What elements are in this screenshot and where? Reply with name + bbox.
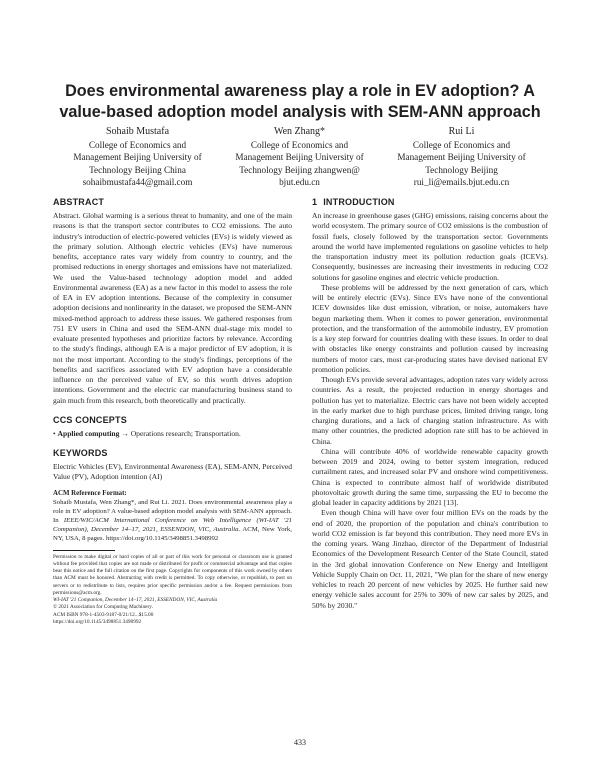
doi-link[interactable]: https://doi.org/10.1145/3498851.3498992 bbox=[53, 618, 142, 625]
author-email: bjut.edu.cn bbox=[279, 176, 320, 187]
author-name: Wen Zhang* bbox=[273, 126, 326, 137]
author-affiliation: Technology Beijing bbox=[425, 164, 498, 175]
author-email: rui_li@emails.bjut.edu.cn bbox=[413, 176, 510, 187]
author-affiliation: Management Beijing University of bbox=[235, 152, 364, 163]
keywords-text: Electric Vehicles (EV), Environmental Awareness (EA), SEM-ANN, Perceived Value (PV), Adoption intention (AI) bbox=[53, 462, 292, 482]
section-title: INTRODUCTION bbox=[323, 197, 395, 207]
bullet-icon: • bbox=[53, 428, 56, 438]
acm-reference-venue: IEEE/WIC/ACM International Conference on Web Intelligence (WI-IAT '21 Companion), December 14–17, 2021, ESSENDON, VIC, Australia. bbox=[53, 516, 292, 533]
intro-paragraph: China will contribute 40% of worldwide renewable capacity growth between 2019 and 2024, owing to better system integration, reduced curtailment rates, and increased solar PV and onshore wind competitiveness. China is expected to contribute almost half of worldwide distributed photovoltaic growth during the same time, surpassing the EU to become the global leader in capacity additions by 2021 [13]. bbox=[312, 446, 548, 507]
author-affiliation: College of Economics and bbox=[88, 140, 187, 151]
author-1 bbox=[56, 126, 219, 188]
ccs-concepts bbox=[53, 429, 292, 439]
author-name: Rui Li bbox=[448, 126, 475, 137]
acm-reference-tail: ACM, New York, NY, USA, 8 pages. https://doi.org/10.1145/3498851.3498992 bbox=[53, 525, 292, 542]
intro-paragraph: An increase in greenhouse gases (GHG) emissions, raising concerns about the world ecosystem. The primary source of CO2 emissions is the combustion of fossil fuels, closely followed by the transportation sector. Governments around the world have implemented regulations on gasoline vehicles to help the transportation industry meet its pollution reduction goals (ICEVs). Consequently, businesses are increasing their investments in reducing CO2 solutions for gasoline engines and electric vehicle production. bbox=[312, 211, 548, 282]
author-block bbox=[56, 126, 544, 188]
section-heading-introduction bbox=[312, 196, 548, 208]
acm-reference-text: Sohaib Mustafa, Wen Zhang*, and Rui Li. 2021. Does environmental awareness play a role in EV adoption? A value-based adoption model analysis with SEM-ANN approach. In bbox=[53, 498, 292, 524]
footnote-divider bbox=[53, 550, 115, 551]
acm-reference bbox=[53, 498, 292, 543]
author-3 bbox=[380, 126, 543, 188]
author-affiliation: Management Beijing University of bbox=[73, 152, 202, 163]
left-column bbox=[53, 196, 292, 626]
section-number: 1 bbox=[312, 197, 318, 207]
abstract-heading: ABSTRACT bbox=[53, 197, 105, 207]
title-line: value-based adoption model analysis with SEM-ANN approach bbox=[59, 103, 541, 121]
title-line: Does environmental awareness play a role in EV adoption? A bbox=[65, 82, 535, 100]
permission-text: Permission to make digital or hard copies of all or part of this work for personal or classroom use is granted without fee provided that copies are not made or distributed for profit or commercial advantage and that copies bear this notice and the full citation on the first page. Copyrights for components of this work owned by others than ACM must be honored. Abstracting with credit is permitted. To copy otherwise, or republish, to post on servers or to redistribute to lists, requires prior specific permission and/or a fee. Request permissions from permissions@acm.org. bbox=[53, 553, 292, 596]
permission-venue: WI-IAT '21 Companion, December 14–17, 2021, ESSENDON, VIC, Australia bbox=[53, 597, 218, 603]
author-affiliation: Management Beijing University of bbox=[397, 152, 526, 163]
author-2 bbox=[218, 126, 381, 188]
author-affiliation: Technology Beijing China bbox=[89, 164, 186, 175]
author-affiliation: College of Economics and bbox=[412, 140, 511, 151]
right-column bbox=[312, 196, 548, 611]
ccs-concept-rest: Operations research; Transportation. bbox=[130, 428, 241, 438]
ccs-concept-bold: Applied computing bbox=[57, 428, 120, 438]
intro-paragraph: These problems will be addressed by the next generation of cars, which will be entirely electric (EVs). Since EVs have none of the conventional ICEV downsides like dust emission, vibration, or noise, automakers have begun marketing them. When it comes to power generation, environmental protection, and the transformation of the automobile industry, EV promotion is a key step forward for countries dealing with these issues. In order to deal with obstacles like energy constraints and pollution caused by increasing numbers of motor cars, most car-producing states have devised national EV promotion policies. bbox=[312, 282, 548, 374]
page-number: 433 bbox=[294, 738, 306, 747]
abstract-text: Abstract. Global warming is a serious threat to humanity, and one of the main reasons is that the transport sector contributes to CO2 emissions. The auto industry's introduction of electric-powered vehicles (EVs) is widely viewed as the primary solution. Although electric vehicles (EVs) have numerous benefits, acceptance rates vary widely from country to country, and the promised reductions in energy shortages and emissions have not materialized. We used the Value-based technology adoption model and added Environmental awareness (EA) as a new factor in this model to assess the role of EA in EV adoption intentions. Because of the complexity in consumer adoption decisions and nonlinearity in the dataset, we proposed the SEM-ANN mixed-method approach to address these issues. We gathered responses from 751 EV users in China and used the SEM-ANN dual-stage mix model to evaluate presented hypotheses and prioritize factors by relevance. According to the study's findings, although EA is a major predictor of EV adoption, it is not the most important. According to the study's findings, perceptions of the benefits and sacrifices associated with EV adoption have a considerable influence on the perceived value of EV, so this worth drives adoption intentions. Government and the electric car manufacturing business stand to gain much from this research, both theoretically and practically. bbox=[53, 211, 292, 405]
intro-paragraph: Though EVs provide several advantages, adoption rates vary widely across countries. As a result, the projected reduction in energy shortages and pollution has yet to materialize. Electric cars have not been widely accepted in the early market due to high purchase prices, limited driving range, long charging durations, and a lack of charging station infrastructure. As with many other countries, the predicted adoption rate still has to be achieved in China. bbox=[312, 375, 548, 446]
author-affiliation: Technology Beijing zhangwen@ bbox=[239, 164, 360, 175]
ccs-heading: CCS CONCEPTS bbox=[53, 414, 127, 425]
arrow-icon: → bbox=[121, 428, 129, 438]
copyright-line: © 2021 Association for Computing Machinery. bbox=[53, 604, 153, 611]
isbn-line: ACM ISBN 978-1-4503-9187-0/21/12...$15.00 bbox=[53, 611, 154, 618]
permission-block bbox=[53, 554, 292, 627]
keywords-heading: KEYWORDS bbox=[53, 448, 108, 458]
paper-title bbox=[40, 81, 560, 123]
intro-paragraph: Even though China will have over four million EVs on the roads by the end of 2020, the proportion of the population and china's contribution to world CO2 emission is far beyond this contribution. They need more EVs in the coming years. Wang Jinzhao, director of the Department of Industrial Economics of the Development Research Center of the State Council, stated in the 3rd global innovation Conference on New Energy and Intelligent Vehicle Supply Chain on Oct. 11, 2021, "We plan for the share of new energy vehicles to reach 20 percent of new vehicles by 2025. He further said new energy vehicle sales account for 25% to 30% of new car sales by 2025, and 50% by 2030." bbox=[312, 508, 548, 610]
author-affiliation: College of Economics and bbox=[250, 140, 349, 151]
author-email: sohaibmustafa44@gmail.com bbox=[82, 176, 193, 187]
author-name: Sohaib Mustafa bbox=[105, 126, 170, 137]
acm-reference-heading: ACM Reference Format: bbox=[53, 489, 127, 497]
